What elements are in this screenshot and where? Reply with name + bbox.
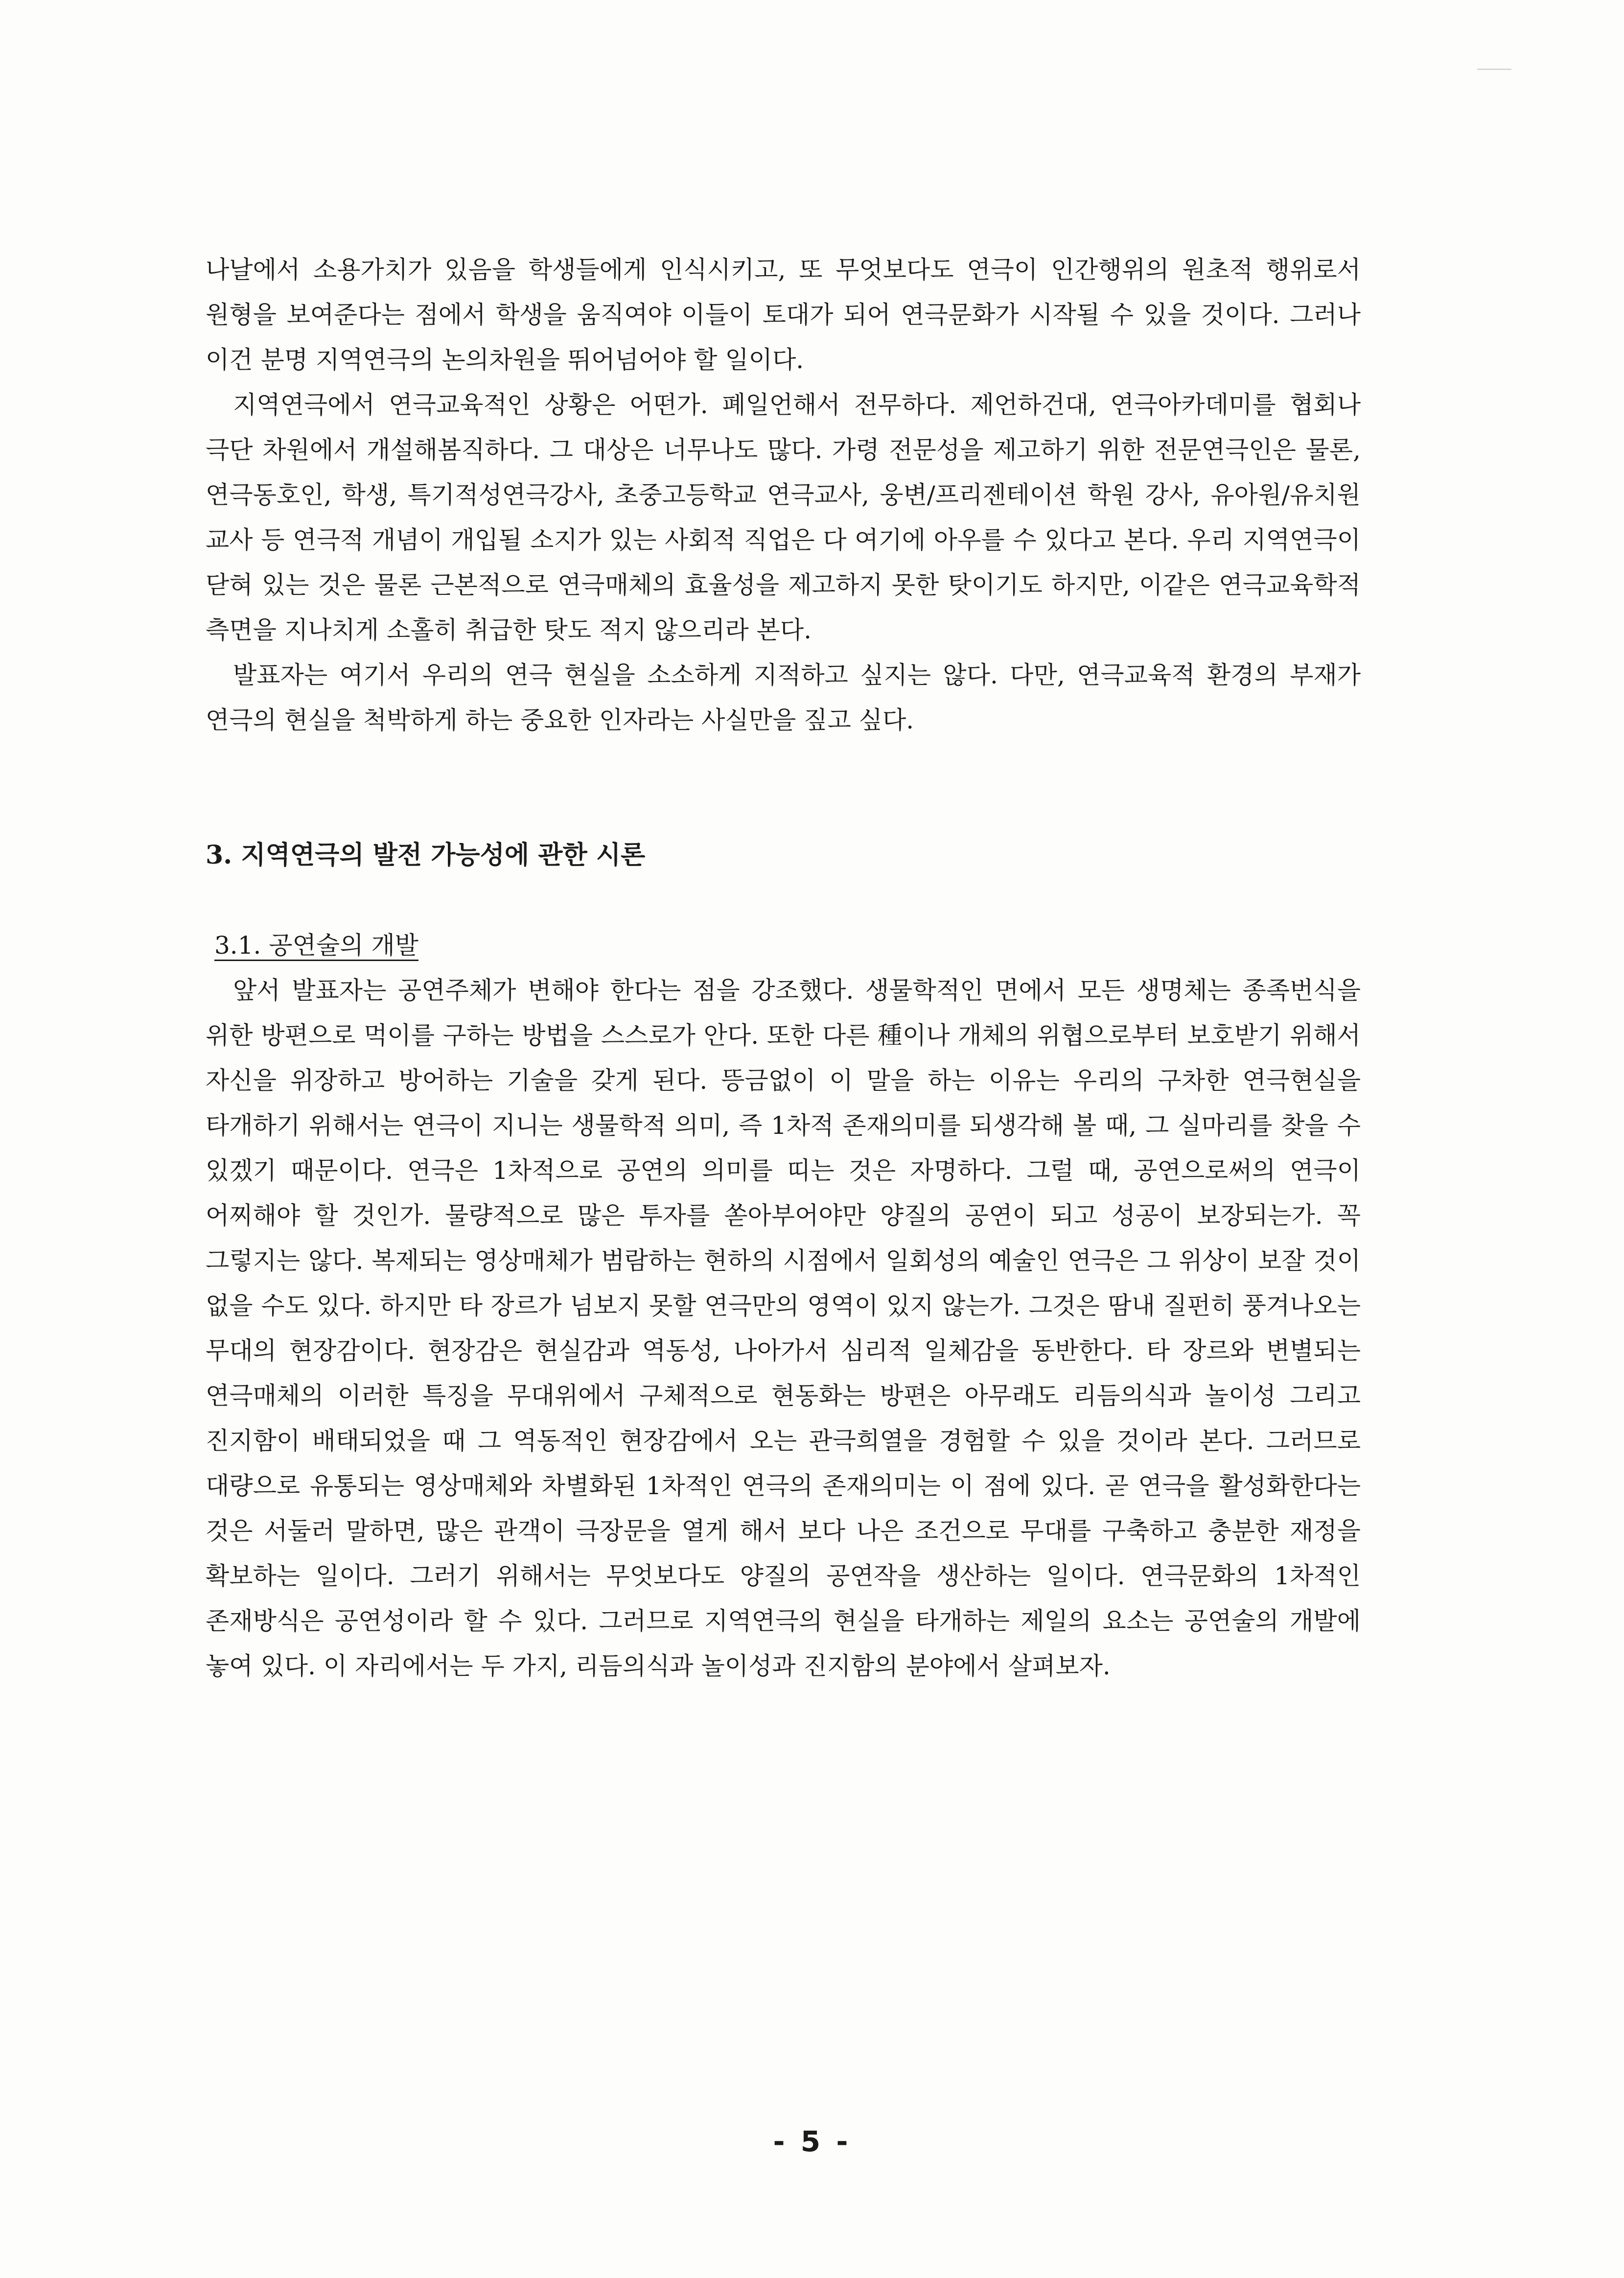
paragraph-2: 지역연극에서 연극교육적인 상황은 어떤가. 폐일언해서 전무하다. 제언하건대, 연극아카데미를 협회나 극단 차원에서 개설해봄직하다. 그 대상은 너무나도 많다. 가령 전문성을 제고하기 위한 전문연극인은 물론, 연극동호인, 학생, 특기적성연극강사, 초중고등학교 연극교사, 웅변/프리젠테이션 학원 강사, 유아원/유치원 교사 등 연극적 개념이 개입될 소지가 있는 사회적 직업은 다 여기에 아우를 수 있다고 본다. 우리 지역연극이 닫혀 있는 것은 물론 근본적으로 연극매체의 효율성을 제고하지 못한 탓이기도 하지만, 이같은 연극교육학적 측면을 지나치게 소홀히 취급한 탓도 적지 않으리라 본다. [206, 391, 1361, 644]
document-body [206, 247, 1361, 1689]
page-number: - 5 - [773, 2125, 851, 2158]
subsection-title: 3.1. 공연술의 개발 [214, 931, 418, 960]
section-title: 3. 지역연극의 발전 가능성에 관한 시론 [206, 840, 646, 870]
paragraph-1: 나날에서 소용가치가 있음을 학생들에게 인식시키고, 또 무엇보다도 연극이 인간행위의 원초적 행위로서 원형을 보여준다는 점에서 학생을 움직여야 이들이 토대가 되어 연극문화가 시작될 수 있을 것이다. 그러나 이건 분명 지역연극의 논의차원을 뛰어넘어야 할 일이다. [206, 256, 1361, 374]
paragraph-3: 발표자는 여기서 우리의 연극 현실을 소소하게 지적하고 싶지는 않다. 다만, 연극교육적 환경의 부재가 연극의 현실을 척박하게 하는 중요한 인자라는 사실만을 짚고 싶다. [206, 661, 1361, 734]
paragraph-4: 앞서 발표자는 공연주체가 변해야 한다는 점을 강조했다. 생물학적인 면에서 모든 생명체는 종족번식을 위한 방편으로 먹이를 구하는 방법을 스스로가 안다. 또한 다른 種이나 개체의 위협으로부터 보호받기 위해서 자신을 위장하고 방어하는 기술을 갖게 된다. 뜽금없이 이 말을 하는 이유는 우리의 구차한 연극현실을 타개하기 위해서는 연극이 지니는 생물학적 의미, 즉 1차적 존재의미를 되생각해 볼 때, 그 실마리를 찾을 수 있겠기 때문이다. 연극은 1차적으로 공연의 의미를 띠는 것은 자명하다. 그럴 때, 공연으로써의 연극이 어찌해야 할 것인가. 물량적으로 많은 투자를 쏟아부어야만 양질의 공연이 되고 성공이 보장되는가. 꼭 그렇지는 않다. 복제되는 영상매체가 범람하는 현하의 시점에서 일회성의 예술인 연극은 그 위상이 보잘 것이 없을 수도 있다. 하지만 타 장르가 넘보지 못할 연극만의 영역이 있지 않는가. 그것은 땀내 질펀히 풍겨나오는 무대의 현장감이다. 현장감은 현실감과 역동성, 나아가서 심리적 일체감을 동반한다. 타 장르와 변별되는 연극매체의 이러한 특징을 무대위에서 구체적으로 현동화는 방편은 아무래도 리듬의식과 놀이성 그리고 진지함이 배태되었을 때 그 역동적인 현장감에서 오는 관극희열을 경험할 수 있을 것이라 본다. 그러므로 대량으로 유통되는 영상매체와 차별화된 1차적인 연극의 존재의미는 이 점에 있다. 곧 연극을 활성화한다는 것은 서둘러 말하면, 많은 관객이 극장문을 열게 해서 보다 나은 조건으로 무대를 구축하고 충분한 재정을 확보하는 일이다. 그러기 위해서는 무엇보다도 양질의 공연작을 생산하는 일이다. 연극문화의 1차적인 존재방식은 공연성이라 할 수 있다. 그러므로 지역연극의 현실을 타개하는 제일의 요소는 공연술의 개발에 놓여 있다. 이 자리에서는 두 가지, 리듬의식과 놀이성과 진지함의 분야에서 살펴보자. [206, 976, 1361, 1680]
scan-mark [1477, 69, 1511, 70]
